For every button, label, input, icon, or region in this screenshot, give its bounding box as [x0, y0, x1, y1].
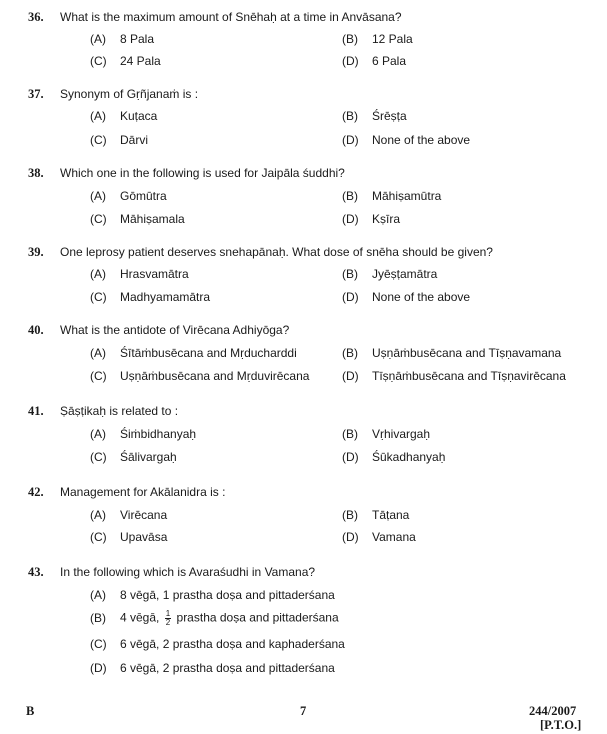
option-label: (A): [90, 109, 106, 123]
question-text: One leprosy patient deserves snehapānaḥ. What dose of snēha should be given?: [60, 245, 493, 259]
option-a: [90, 109, 157, 123]
option-b: [342, 427, 430, 441]
option-text: Māhiṣamala: [120, 212, 185, 226]
option-text: Dārvi: [120, 133, 149, 147]
question-number: 41.: [28, 404, 44, 418]
option-c: [90, 530, 167, 544]
option-label: (A): [90, 32, 106, 46]
option-c: [90, 637, 345, 651]
option-label: (B): [342, 32, 358, 46]
option-d: [342, 212, 400, 226]
option-label: (B): [342, 346, 358, 360]
option-label: (C): [90, 369, 107, 383]
option-a: [90, 427, 196, 441]
option-text: Kuṭaca: [120, 109, 158, 123]
option-label: (D): [342, 212, 359, 226]
option-label: (A): [90, 508, 106, 522]
option-text: Vṛhivargaḥ: [372, 427, 431, 441]
option-d: [342, 54, 406, 68]
option-a: [90, 267, 189, 281]
option-text: Madhyamamātra: [120, 290, 211, 304]
option-text: Tīṣṇāṁbusēcana and Tīṣṇavirēcana: [372, 369, 566, 383]
option-text: Jyēṣṭamātra: [372, 267, 438, 281]
option-d: [90, 661, 335, 675]
option-text-rest: prastha doṣa and pittaderśana: [176, 610, 339, 625]
option-label: (B): [342, 189, 358, 203]
option-label: (C): [90, 450, 107, 464]
option-label: (A): [90, 346, 106, 360]
option-label: (A): [90, 588, 106, 602]
option-text: 6 vēgā, 2 prastha doṣa and pittaderśana: [120, 661, 335, 675]
option-d: [342, 369, 566, 383]
option-label: (B): [90, 610, 106, 625]
option-label: (B): [342, 109, 358, 123]
option-a: [90, 189, 167, 203]
option-label: (A): [90, 267, 106, 281]
footer-pto: [P.T.O.]: [540, 718, 582, 732]
question-text: Ṣāṣṭikaḥ is related to :: [60, 404, 179, 418]
option-label: (D): [342, 450, 359, 464]
option-label: (C): [90, 133, 107, 147]
question-text: Which one in the following is used for Jaipāla śuddhi?: [60, 166, 345, 180]
option-text: Śālivargaḥ: [120, 450, 177, 464]
question-number: 36.: [28, 10, 44, 24]
option-label: (D): [342, 54, 359, 68]
option-text: Virēcana: [120, 508, 168, 522]
question-number: 39.: [28, 245, 44, 259]
option-b: [342, 267, 437, 281]
question-number: 38.: [28, 166, 44, 180]
option-text: Hrasvamātra: [120, 267, 189, 281]
option-label: (B): [342, 267, 358, 281]
option-text: Māhiṣamūtra: [372, 189, 442, 203]
option-b: [342, 109, 407, 123]
question-number: 40.: [28, 323, 44, 337]
option-d: [342, 290, 470, 304]
option-text: 6 Pala: [372, 54, 407, 68]
option-text: Śiṁbidhanyaḥ: [120, 427, 197, 441]
option-text: 4 vēgā,: [120, 610, 160, 625]
question-number: 42.: [28, 485, 44, 499]
option-text: Kṣīra: [372, 212, 401, 226]
option-text: Uṣṇāṁbusēcana and Mṛduvirēcana: [120, 369, 310, 383]
option-text: 12 Pala: [372, 32, 413, 46]
footer-code: 244/2007: [529, 704, 577, 718]
option-label: (D): [342, 369, 359, 383]
option-b: [342, 189, 441, 203]
option-label: (B): [342, 427, 358, 441]
option-text: Gōmūtra: [120, 189, 167, 203]
option-c: [90, 450, 177, 464]
option-text: 24 Pala: [120, 54, 161, 68]
option-d: [342, 450, 445, 464]
option-label: (B): [342, 508, 358, 522]
option-c: [90, 212, 185, 226]
option-text: 8 Pala: [120, 32, 155, 46]
option-text: Uṣṇāṁbusēcana and Tīṣṇavamana: [372, 346, 562, 360]
option-text: Śūkadhanyaḥ: [372, 450, 446, 464]
option-a: [90, 508, 167, 522]
option-a: [90, 588, 335, 602]
option-text: Tāṭana: [372, 508, 410, 522]
option-label: (D): [90, 661, 107, 675]
option-label: (C): [90, 530, 107, 544]
fraction-numerator: 1: [165, 609, 171, 618]
option-text: Śrēṣṭa: [372, 109, 407, 123]
option-c: [90, 133, 148, 147]
question-number: 43.: [28, 565, 44, 579]
option-d: [342, 133, 470, 147]
option-label: (D): [342, 530, 359, 544]
fraction-denominator: 2: [165, 618, 171, 627]
option-label: (C): [90, 637, 107, 651]
footer-page-number: 7: [300, 704, 307, 718]
option-b: [342, 32, 413, 46]
option-text: 8 vēgā, 1 prastha doṣa and pittaderśana: [120, 588, 335, 602]
option-label: (C): [90, 212, 107, 226]
option-label: (A): [90, 189, 106, 203]
option-label: (C): [90, 290, 107, 304]
question-text: Synonym of Gṛñjanaṁ is :: [60, 87, 199, 101]
option-text: None of the above: [372, 133, 471, 147]
option-label: (D): [342, 133, 359, 147]
option-text: 6 vēgā, 2 prastha doṣa and kaphaderśana: [120, 637, 345, 651]
option-label: (A): [90, 427, 106, 441]
option-text: None of the above: [372, 290, 471, 304]
option-c: [90, 54, 161, 68]
option-label: (D): [342, 290, 359, 304]
question-text: What is the antidote of Virēcana Adhiyōga?: [60, 323, 290, 337]
option-text: Śītāṁbusēcana and Mṛducharddi: [120, 346, 297, 360]
footer-series: B: [26, 704, 35, 718]
option-b: [342, 508, 409, 522]
option-a: [90, 32, 154, 46]
option-a: [90, 346, 297, 360]
option-d: [342, 530, 416, 544]
option-b: [342, 346, 561, 360]
option-text: Vamana: [372, 530, 416, 544]
option-text: Upavāsa: [120, 530, 168, 544]
option-c: [90, 290, 210, 304]
question-text: What is the maximum amount of Snēhaḥ at a time in Anvāsana?: [60, 10, 402, 24]
fraction-half: [165, 610, 171, 627]
option-b: [90, 610, 339, 627]
option-label: (C): [90, 54, 107, 68]
question-number: 37.: [28, 87, 44, 101]
question-text: In the following which is Avaraśudhi in Vamana?: [60, 565, 316, 579]
option-c: [90, 369, 309, 383]
question-text: Management for Akālanidra is :: [60, 485, 226, 499]
